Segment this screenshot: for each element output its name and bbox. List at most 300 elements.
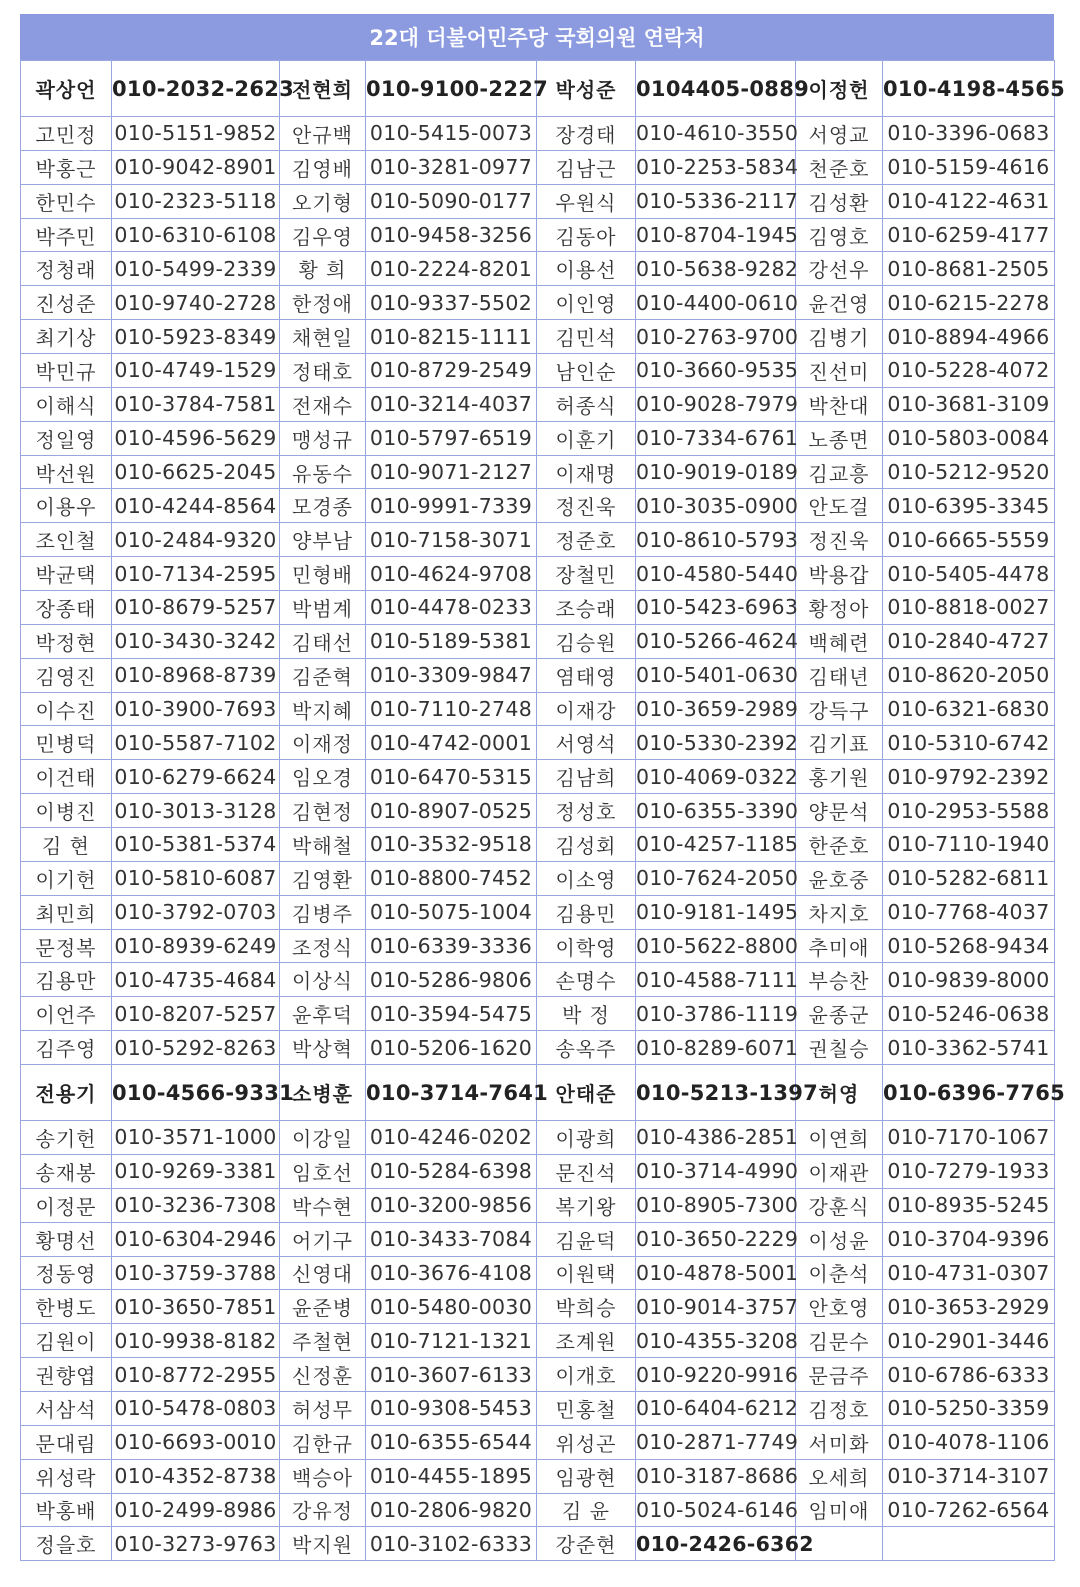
phone-number-cell: 010-3309-9847 (366, 658, 537, 692)
phone-number-cell: 010-9792-2392 (883, 760, 1055, 794)
phone-number-cell: 010-8704-1945 (636, 218, 796, 252)
table-row (21, 929, 1055, 963)
member-name-cell: 민병덕 (21, 726, 112, 760)
member-name-cell: 강훈식 (796, 1188, 883, 1222)
phone-number-cell: 010-5810-6087 (112, 861, 280, 895)
phone-number-cell: 010-2901-3446 (883, 1324, 1055, 1358)
phone-number-cell: 010-5478-0803 (112, 1391, 280, 1425)
member-name-cell: 박수현 (280, 1188, 366, 1222)
member-name-cell: 강준현 (537, 1527, 636, 1561)
member-name-cell: 김용민 (537, 895, 636, 929)
member-name-cell: 김정호 (796, 1391, 883, 1425)
member-name-cell: 장경태 (537, 117, 636, 151)
phone-number-cell: 010-5228-4072 (883, 354, 1055, 388)
phone-number-cell: 010-6786-6333 (883, 1358, 1055, 1392)
phone-number-cell: 010-4246-0202 (366, 1121, 537, 1155)
member-name-cell: 윤호중 (796, 861, 883, 895)
phone-number-cell: 010-6625-2045 (112, 455, 280, 489)
phone-number-cell: 010-6339-3336 (366, 929, 537, 963)
phone-number-cell: 010-3187-8686 (636, 1459, 796, 1493)
phone-number-cell: 010-4352-8738 (112, 1459, 280, 1493)
contact-table (20, 60, 1066, 1561)
phone-number-cell: 0104405-0889 (636, 61, 796, 117)
phone-number-cell: 010-6396-7765 (883, 1065, 1055, 1121)
member-name-cell: 진선미 (796, 354, 883, 388)
member-name-cell: 한준호 (796, 828, 883, 862)
phone-number-cell: 010-8610-5793 (636, 523, 796, 557)
member-name-cell: 이성윤 (796, 1222, 883, 1256)
member-name-cell: 김승원 (537, 624, 636, 658)
member-name-cell: 이재명 (537, 455, 636, 489)
phone-number-cell: 010-4610-3550 (636, 117, 796, 151)
member-name-cell: 강선우 (796, 252, 883, 286)
phone-number-cell: 010-2806-9820 (366, 1493, 537, 1527)
member-name-cell: 정청래 (21, 252, 112, 286)
table-row (21, 1154, 1055, 1188)
member-name-cell: 노종면 (796, 421, 883, 455)
member-name-cell: 김영환 (280, 861, 366, 895)
phone-number-cell: 010-3200-9856 (366, 1188, 537, 1222)
phone-number-cell: 010-8894-4966 (883, 320, 1055, 354)
member-name-cell: 김기표 (796, 726, 883, 760)
table-row (21, 828, 1055, 862)
phone-number-cell: 010-9337-5502 (366, 286, 537, 320)
member-name-cell: 김한규 (280, 1425, 366, 1459)
phone-number-cell: 010-7768-4037 (883, 895, 1055, 929)
table-row (21, 861, 1055, 895)
phone-number-cell: 010-4596-5629 (112, 421, 280, 455)
phone-number-cell: 010-4580-5440 (636, 557, 796, 591)
member-name-cell: 곽상언 (21, 61, 112, 117)
table-row (21, 1459, 1055, 1493)
phone-number-cell: 010-6470-5315 (366, 760, 537, 794)
phone-number-cell: 010-5268-9434 (883, 929, 1055, 963)
phone-number-cell: 010-5075-1004 (366, 895, 537, 929)
member-name-cell: 박용갑 (796, 557, 883, 591)
member-name-cell: 박성준 (537, 61, 636, 117)
member-name-cell: 김준혁 (280, 658, 366, 692)
phone-number-cell: 010-5330-2392 (636, 726, 796, 760)
phone-number-cell: 010-5286-9806 (366, 963, 537, 997)
phone-number-cell: 010-8939-6249 (112, 929, 280, 963)
phone-number-cell: 010-6355-6544 (366, 1425, 537, 1459)
phone-number-cell: 010-3035-0900 (636, 489, 796, 523)
member-name-cell: 추미애 (796, 929, 883, 963)
member-name-cell: 윤종군 (796, 997, 883, 1031)
member-name-cell: 박정현 (21, 624, 112, 658)
table-row (21, 218, 1055, 252)
phone-number-cell: 010-8289-6071 (636, 1031, 796, 1065)
member-name-cell: 안호영 (796, 1290, 883, 1324)
member-name-cell: 김원이 (21, 1324, 112, 1358)
member-name-cell: 임미애 (796, 1493, 883, 1527)
table-row (21, 895, 1055, 929)
phone-number-cell: 010-5151-9852 (112, 117, 280, 151)
member-name-cell: 문진석 (537, 1154, 636, 1188)
member-name-cell: 박민규 (21, 354, 112, 388)
phone-number-cell: 010-9269-3381 (112, 1154, 280, 1188)
member-name-cell: 이학영 (537, 929, 636, 963)
phone-number-cell: 010-7334-6761 (636, 421, 796, 455)
table-row (21, 1256, 1055, 1290)
phone-number-cell: 010-6259-4177 (883, 218, 1055, 252)
member-name-cell: 조계원 (537, 1324, 636, 1358)
member-name-cell: 이기헌 (21, 861, 112, 895)
member-name-cell: 임호선 (280, 1154, 366, 1188)
phone-number-cell (883, 1527, 1055, 1561)
member-name-cell: 차지호 (796, 895, 883, 929)
phone-number-cell: 010-5803-0084 (883, 421, 1055, 455)
phone-number-cell: 010-8905-7300 (636, 1188, 796, 1222)
phone-number-cell: 010-6279-6624 (112, 760, 280, 794)
phone-number-cell: 010-9839-8000 (883, 963, 1055, 997)
table-row (21, 150, 1055, 184)
member-name-cell: 박 정 (537, 997, 636, 1031)
phone-number-cell: 010-5923-8349 (112, 320, 280, 354)
phone-number-cell: 010-7262-6564 (883, 1493, 1055, 1527)
member-name-cell: 어기구 (280, 1222, 366, 1256)
phone-number-cell: 010-3650-2229 (636, 1222, 796, 1256)
phone-number-cell: 010-4878-5001 (636, 1256, 796, 1290)
phone-number-cell: 010-9740-2728 (112, 286, 280, 320)
phone-number-cell: 010-6215-2278 (883, 286, 1055, 320)
member-name-cell: 윤준병 (280, 1290, 366, 1324)
member-name-cell: 문대림 (21, 1425, 112, 1459)
phone-number-cell: 010-8215-1111 (366, 320, 537, 354)
member-name-cell: 장철민 (537, 557, 636, 591)
member-name-cell: 이원택 (537, 1256, 636, 1290)
table-row (21, 1031, 1055, 1065)
phone-number-cell: 010-5159-4616 (883, 150, 1055, 184)
phone-number-cell: 010-3714-4990 (636, 1154, 796, 1188)
phone-number-cell: 010-5622-8800 (636, 929, 796, 963)
contact-sheet (20, 14, 1066, 1561)
phone-number-cell: 010-2426-6362 (636, 1527, 796, 1561)
phone-number-cell: 010-5423-6963 (636, 591, 796, 625)
phone-number-cell: 010-9308-5453 (366, 1391, 537, 1425)
member-name-cell: 민형배 (280, 557, 366, 591)
member-name-cell: 김남근 (537, 150, 636, 184)
phone-number-cell: 010-2871-7749 (636, 1425, 796, 1459)
phone-number-cell: 010-3784-7581 (112, 387, 280, 421)
member-name-cell: 한정애 (280, 286, 366, 320)
phone-number-cell: 010-6355-3390 (636, 794, 796, 828)
phone-number-cell: 010-4624-9708 (366, 557, 537, 591)
phone-number-cell: 010-4257-1185 (636, 828, 796, 862)
member-name-cell: 한병도 (21, 1290, 112, 1324)
phone-number-cell: 010-7158-3071 (366, 523, 537, 557)
table-row (21, 421, 1055, 455)
table-row (21, 1324, 1055, 1358)
phone-number-cell: 010-5213-1397 (636, 1065, 796, 1121)
phone-number-cell: 010-5499-2339 (112, 252, 280, 286)
phone-number-cell: 010-4198-4565 (883, 61, 1055, 117)
member-name-cell: 송기헌 (21, 1121, 112, 1155)
phone-number-cell: 010-4122-4631 (883, 184, 1055, 218)
member-name-cell: 김남희 (537, 760, 636, 794)
member-name-cell: 서미화 (796, 1425, 883, 1459)
phone-number-cell: 010-8907-0525 (366, 794, 537, 828)
phone-number-cell: 010-4386-2851 (636, 1121, 796, 1155)
phone-number-cell: 010-5282-6811 (883, 861, 1055, 895)
phone-number-cell: 010-3681-3109 (883, 387, 1055, 421)
member-name-cell: 이재정 (280, 726, 366, 760)
phone-number-cell: 010-2840-4727 (883, 624, 1055, 658)
member-name-cell: 이개호 (537, 1358, 636, 1392)
phone-number-cell: 010-5212-9520 (883, 455, 1055, 489)
table-row (21, 1121, 1055, 1155)
phone-number-cell: 010-5638-9282 (636, 252, 796, 286)
table-row (21, 387, 1055, 421)
phone-number-cell: 010-7279-1933 (883, 1154, 1055, 1188)
member-name-cell: 신영대 (280, 1256, 366, 1290)
member-name-cell: 오세희 (796, 1459, 883, 1493)
table-row (21, 658, 1055, 692)
phone-number-cell: 010-5480-0030 (366, 1290, 537, 1324)
member-name-cell: 김영배 (280, 150, 366, 184)
member-name-cell: 김주영 (21, 1031, 112, 1065)
member-name-cell: 서영석 (537, 726, 636, 760)
phone-number-cell: 010-3714-3107 (883, 1459, 1055, 1493)
member-name-cell: 박홍배 (21, 1493, 112, 1527)
member-name-cell: 정태호 (280, 354, 366, 388)
member-name-cell: 최기상 (21, 320, 112, 354)
phone-number-cell: 010-3607-6133 (366, 1358, 537, 1392)
member-name-cell: 허종식 (537, 387, 636, 421)
phone-number-cell: 010-4244-8564 (112, 489, 280, 523)
member-name-cell: 민홍철 (537, 1391, 636, 1425)
member-name-cell: 장종태 (21, 591, 112, 625)
member-name-cell: 강유정 (280, 1493, 366, 1527)
member-name-cell: 정준호 (537, 523, 636, 557)
phone-number-cell: 010-5292-8263 (112, 1031, 280, 1065)
phone-number-cell: 010-2224-8201 (366, 252, 537, 286)
member-name-cell: 양부남 (280, 523, 366, 557)
member-name-cell: 이정문 (21, 1188, 112, 1222)
member-name-cell: 이재관 (796, 1154, 883, 1188)
phone-number-cell: 010-4588-7111 (636, 963, 796, 997)
member-name-cell: 권칠승 (796, 1031, 883, 1065)
phone-number-cell: 010-9042-8901 (112, 150, 280, 184)
member-name-cell: 김민석 (537, 320, 636, 354)
phone-number-cell: 010-6304-2946 (112, 1222, 280, 1256)
member-name-cell: 한민수 (21, 184, 112, 218)
member-name-cell: 송옥주 (537, 1031, 636, 1065)
member-name-cell: 이소영 (537, 861, 636, 895)
member-name-cell: 윤후덕 (280, 997, 366, 1031)
member-name-cell: 주철현 (280, 1324, 366, 1358)
member-name-cell: 정진욱 (796, 523, 883, 557)
member-name-cell: 박해철 (280, 828, 366, 862)
member-name-cell: 박상혁 (280, 1031, 366, 1065)
member-name-cell: 이해식 (21, 387, 112, 421)
member-name-cell: 이강일 (280, 1121, 366, 1155)
member-name-cell: 오기형 (280, 184, 366, 218)
member-name-cell: 김성환 (796, 184, 883, 218)
phone-number-cell: 010-9938-8182 (112, 1324, 280, 1358)
member-name-cell: 백혜련 (796, 624, 883, 658)
phone-number-cell: 010-2484-9320 (112, 523, 280, 557)
phone-number-cell: 010-3236-7308 (112, 1188, 280, 1222)
member-name-cell: 조인철 (21, 523, 112, 557)
phone-number-cell: 010-6310-6108 (112, 218, 280, 252)
phone-number-cell: 010-2499-8986 (112, 1493, 280, 1527)
phone-number-cell: 010-4078-1106 (883, 1425, 1055, 1459)
phone-number-cell: 010-5284-6398 (366, 1154, 537, 1188)
table-row (21, 557, 1055, 591)
member-name-cell: 전현희 (280, 61, 366, 117)
member-name-cell: 박균택 (21, 557, 112, 591)
member-name-cell: 전용기 (21, 1065, 112, 1121)
phone-number-cell: 010-3659-2989 (636, 692, 796, 726)
table-row (21, 692, 1055, 726)
phone-number-cell: 010-3900-7693 (112, 692, 280, 726)
member-name-cell: 정동영 (21, 1256, 112, 1290)
phone-number-cell: 010-3532-9518 (366, 828, 537, 862)
phone-number-cell: 010-7121-1321 (366, 1324, 537, 1358)
table-row (21, 794, 1055, 828)
phone-number-cell: 010-9028-7979 (636, 387, 796, 421)
phone-number-cell: 010-7134-2595 (112, 557, 280, 591)
phone-number-cell: 010-6395-3345 (883, 489, 1055, 523)
member-name-cell: 황 희 (280, 252, 366, 286)
member-name-cell: 김현정 (280, 794, 366, 828)
member-name-cell: 안규백 (280, 117, 366, 151)
table-row (21, 1391, 1055, 1425)
member-name-cell: 백승아 (280, 1459, 366, 1493)
member-name-cell: 황정아 (796, 591, 883, 625)
phone-number-cell: 010-5090-0177 (366, 184, 537, 218)
phone-number-cell: 010-3792-0703 (112, 895, 280, 929)
table-row (21, 455, 1055, 489)
member-name-cell: 위성곤 (537, 1425, 636, 1459)
phone-number-cell: 010-4355-3208 (636, 1324, 796, 1358)
phone-number-cell: 010-3653-2929 (883, 1290, 1055, 1324)
member-name-cell: 김영진 (21, 658, 112, 692)
member-name-cell: 이병진 (21, 794, 112, 828)
member-name-cell: 채현일 (280, 320, 366, 354)
member-name-cell: 복기왕 (537, 1188, 636, 1222)
member-name-cell: 김우영 (280, 218, 366, 252)
phone-number-cell: 010-5024-6146 (636, 1493, 796, 1527)
phone-number-cell: 010-4069-0322 (636, 760, 796, 794)
phone-number-cell: 010-4749-1529 (112, 354, 280, 388)
member-name-cell: 박선원 (21, 455, 112, 489)
member-name-cell: 김 윤 (537, 1493, 636, 1527)
member-name-cell: 소병훈 (280, 1065, 366, 1121)
phone-number-cell: 010-5189-5381 (366, 624, 537, 658)
member-name-cell: 이수진 (21, 692, 112, 726)
member-name-cell: 김성회 (537, 828, 636, 862)
member-name-cell: 문금주 (796, 1358, 883, 1392)
phone-number-cell: 010-6665-5559 (883, 523, 1055, 557)
member-name-cell: 조승래 (537, 591, 636, 625)
member-name-cell: 이용우 (21, 489, 112, 523)
member-name-cell: 정을호 (21, 1527, 112, 1561)
sheet-title: 22대 더불어민주당 국회의원 연락처 (20, 14, 1054, 60)
member-name-cell: 손명수 (537, 963, 636, 997)
phone-number-cell: 010-5266-4624 (636, 624, 796, 658)
member-name-cell: 김영호 (796, 218, 883, 252)
phone-number-cell: 010-8681-2505 (883, 252, 1055, 286)
member-name-cell: 위성락 (21, 1459, 112, 1493)
member-name-cell: 김병주 (280, 895, 366, 929)
member-name-cell: 김용만 (21, 963, 112, 997)
phone-number-cell: 010-2032-2623 (112, 61, 280, 117)
member-name-cell: 김윤덕 (537, 1222, 636, 1256)
member-name-cell: 이용선 (537, 252, 636, 286)
member-name-cell: 허성무 (280, 1391, 366, 1425)
table-row (21, 1527, 1055, 1561)
member-name-cell: 김동아 (537, 218, 636, 252)
member-name-cell: 이광희 (537, 1121, 636, 1155)
member-name-cell: 권향엽 (21, 1358, 112, 1392)
phone-number-cell: 010-8772-2955 (112, 1358, 280, 1392)
member-name-cell: 우원식 (537, 184, 636, 218)
phone-number-cell: 010-8935-5245 (883, 1188, 1055, 1222)
phone-number-cell: 010-4742-0001 (366, 726, 537, 760)
member-name-cell: 임오경 (280, 760, 366, 794)
member-name-cell: 김 현 (21, 828, 112, 862)
member-name-cell: 임광현 (537, 1459, 636, 1493)
phone-number-cell: 010-4735-4684 (112, 963, 280, 997)
member-name-cell: 김병기 (796, 320, 883, 354)
member-name-cell: 서영교 (796, 117, 883, 151)
phone-number-cell: 010-9014-3757 (636, 1290, 796, 1324)
table-row (21, 1188, 1055, 1222)
phone-number-cell: 010-5405-4478 (883, 557, 1055, 591)
phone-number-cell: 010-5415-0073 (366, 117, 537, 151)
member-name-cell: 정진욱 (537, 489, 636, 523)
phone-number-cell: 010-6321-6830 (883, 692, 1055, 726)
member-name-cell: 진성준 (21, 286, 112, 320)
member-name-cell: 이건태 (21, 760, 112, 794)
phone-number-cell: 010-3759-3788 (112, 1256, 280, 1290)
member-name-cell: 이춘석 (796, 1256, 883, 1290)
member-name-cell: 천준호 (796, 150, 883, 184)
member-name-cell: 김태년 (796, 658, 883, 692)
table-row (21, 523, 1055, 557)
member-name-cell: 고민정 (21, 117, 112, 151)
phone-number-cell: 010-5336-2117 (636, 184, 796, 218)
section-header-row (21, 1065, 1055, 1121)
phone-number-cell: 010-8818-0027 (883, 591, 1055, 625)
phone-number-cell: 010-9991-7339 (366, 489, 537, 523)
phone-number-cell: 010-4478-0233 (366, 591, 537, 625)
phone-number-cell: 010-3214-4037 (366, 387, 537, 421)
member-name-cell: 안도걸 (796, 489, 883, 523)
member-name-cell: 이언주 (21, 997, 112, 1031)
table-row (21, 760, 1055, 794)
phone-number-cell: 010-5250-3359 (883, 1391, 1055, 1425)
phone-number-cell: 010-6404-6212 (636, 1391, 796, 1425)
phone-number-cell: 010-3571-1000 (112, 1121, 280, 1155)
member-name-cell: 문정복 (21, 929, 112, 963)
member-name-cell: 조정식 (280, 929, 366, 963)
phone-number-cell: 010-3362-5741 (883, 1031, 1055, 1065)
phone-number-cell: 010-3273-9763 (112, 1527, 280, 1561)
member-name-cell: 이연희 (796, 1121, 883, 1155)
table-row (21, 1358, 1055, 1392)
phone-number-cell: 010-8620-2050 (883, 658, 1055, 692)
table-row (21, 1290, 1055, 1324)
phone-number-cell: 010-3676-4108 (366, 1256, 537, 1290)
phone-number-cell: 010-9100-2227 (366, 61, 537, 117)
member-name-cell: 윤건영 (796, 286, 883, 320)
table-row (21, 726, 1055, 760)
phone-number-cell: 010-7110-2748 (366, 692, 537, 726)
member-name-cell: 송재봉 (21, 1154, 112, 1188)
